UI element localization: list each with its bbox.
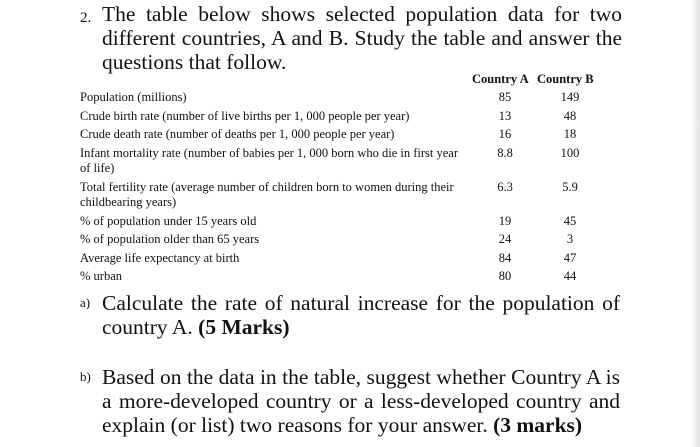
value-country-a: 13 [498,108,512,123]
header-country-a: Country A [472,72,529,86]
value-country-a: 85 [498,90,512,104]
table-row [80,251,612,267]
part-b-body [102,365,620,437]
value-country-a: 24 [498,232,512,246]
value-country-a: 6.3 [497,179,513,194]
value-country-a: 19 [498,213,512,228]
row-label: Average life expectancy at birth [80,250,240,265]
value-country-b: 45 [563,213,577,228]
question-number: 2. [80,10,92,26]
table-row [80,90,612,106]
value-country-b: 3 [566,232,574,246]
value-country-b: 47 [563,250,577,265]
part-b [80,362,620,437]
value-country-b: 44 [563,269,577,283]
value-country-a: 84 [498,250,512,265]
value-country-b: 18 [563,127,577,141]
table-row [80,180,612,211]
part-a-marks: (5 Marks) [198,315,290,339]
value-country-a: 80 [498,269,512,283]
part-a [80,288,620,339]
table-row [80,269,612,285]
value-country-a: 16 [498,127,512,141]
row-label: % urban [80,269,122,283]
value-country-b: 100 [560,145,580,160]
row-label: Total fertility rate (average number of children born to women during their childbearing years) [80,179,454,209]
value-country-b: 149 [560,90,580,104]
value-country-a: 8.8 [497,145,513,160]
table-row [80,109,612,125]
row-label: Crude death rate (number of deaths per 1, 000 people per year) [80,127,395,141]
part-b-marker: b) [80,369,91,384]
row-label: % of population under 15 years old [80,213,257,228]
value-country-b: 5.9 [562,179,578,194]
table-row [80,146,612,177]
value-country-b: 48 [563,108,577,123]
part-a-text: Calculate the rate of natural increase for the population of country A. [102,291,620,339]
part-a-marker: a) [80,295,91,310]
row-label: Infant mortality rate (number of babies per 1, 000 born who die in first year of life) [80,145,459,175]
header-country-b: Country B [537,72,594,86]
row-label: % of population older than 65 years [80,232,260,246]
part-a-body [102,291,620,339]
table-header [80,72,612,90]
row-label: Population (millions) [80,90,187,104]
table-row [80,232,612,248]
page-edge-shadow [690,0,700,447]
part-b-marks: (3 marks) [493,413,583,437]
table-row [80,127,612,143]
question-text: The table below shows selected population data for two different countries, A and B. Study the table and answer the questions that follow. [102,2,622,74]
population-table [80,72,612,285]
row-label: Crude birth rate (number of live births per 1, 000 people per year) [80,108,410,123]
table-row [80,214,612,230]
part-b-text: Based on the data in the table, suggest whether Country A is a more-developed country or a less-developed country and explain (or list) two reasons for your answer. [102,365,620,437]
